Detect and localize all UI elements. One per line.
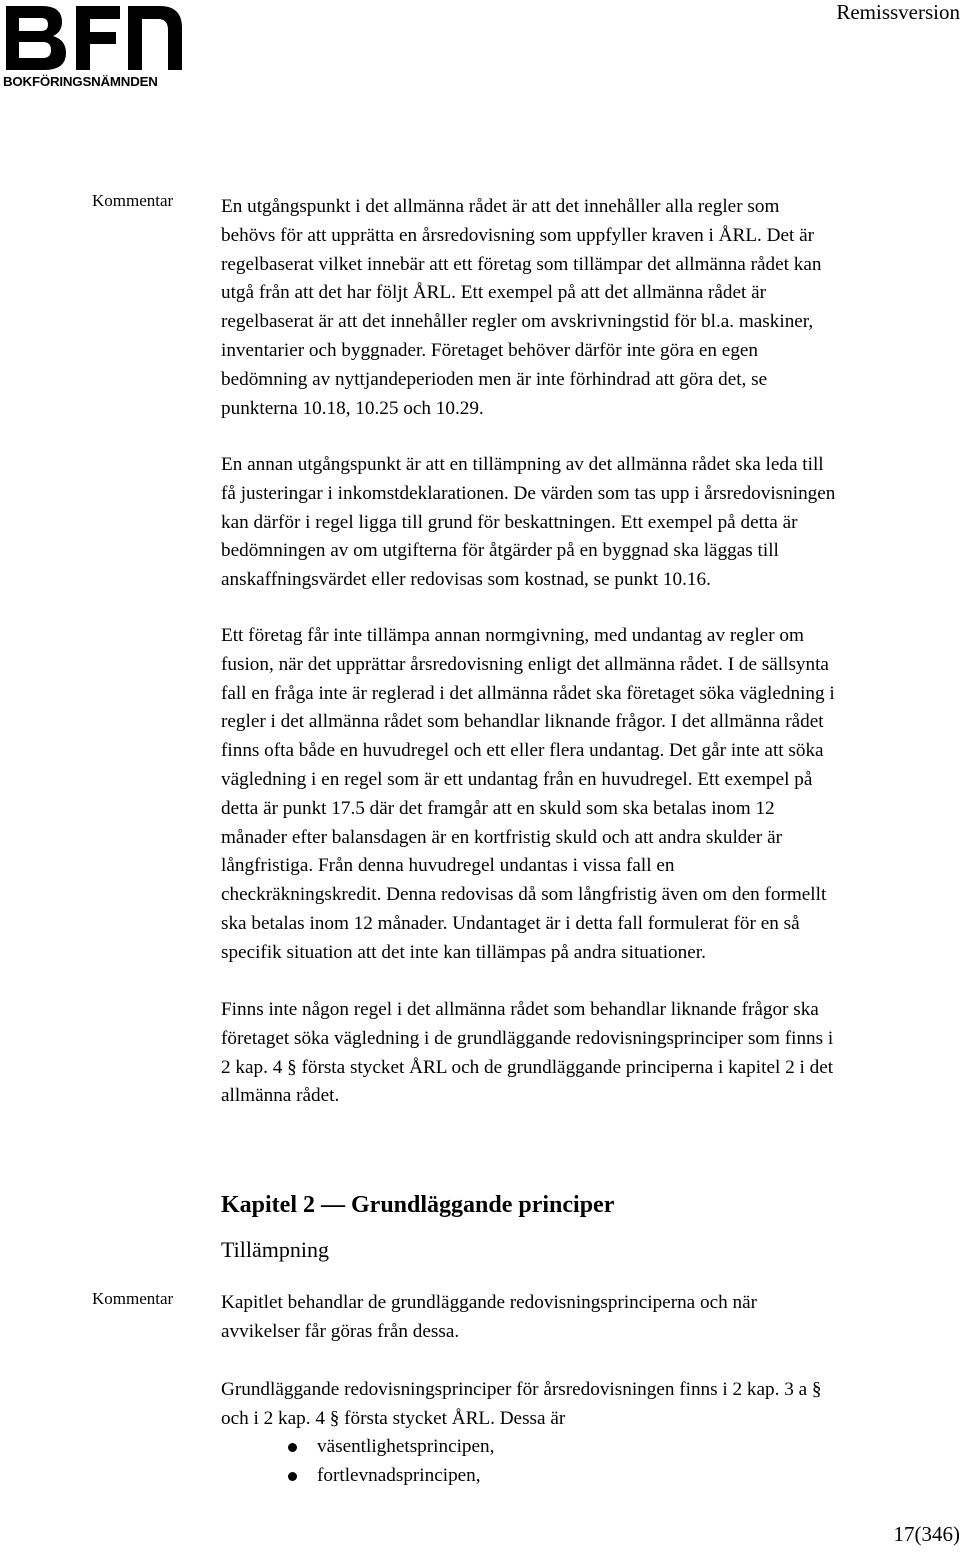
paragraph (221, 193, 960, 423)
chapter-title: Kapitel 2 — Grundläggande principer (221, 1192, 615, 1218)
paragraph (221, 1289, 960, 1347)
text-line: regelbaserat är att det innehåller regler om avskrivningstid för bl.a. maskiner, (221, 311, 814, 333)
bullet-icon (288, 1472, 297, 1481)
paragraph (221, 1376, 960, 1434)
principles-list (221, 1433, 494, 1491)
text-line: långfristiga. Från denna huvudregel undantas i vissa fall en (221, 855, 675, 877)
text-line: Kapitlet behandlar de grundläggande redovisningsprinciperna och när (221, 1292, 757, 1313)
text-line: finns ofta både en huvudregel och ett eller flera undantag. Det går inte att söka (221, 740, 824, 762)
margin-label-kommentar: Kommentar (92, 191, 174, 210)
text-line: vägledning i en regel som är ett undantag från en huvudregel. Ett exempel på (221, 768, 813, 790)
text-line: företaget söka vägledning i de grundläggande redovisningsprinciper som finns i (221, 1027, 834, 1049)
version-label: Remissversion (836, 0, 960, 24)
page-number: 17(346) (893, 1522, 960, 1546)
text-line: månader efter balansdagen är en kortfristig skuld och att andra skulder är (221, 826, 783, 848)
text-line: regelbaserat vilket innebär att ett företag som tillämpar det allmänna rådet kan (221, 253, 822, 275)
bullet-icon (288, 1443, 297, 1452)
text-line: bedömning av nyttjandeperioden men är inte förhindrad att göra det, se (221, 368, 768, 390)
text-line: bedömningen av om utgifterna för åtgärder på en byggnad ska läggas till (221, 540, 779, 562)
section-title: Tillämpning (221, 1237, 329, 1262)
text-line: specifik situation att det inte kan tillämpas på andra situationer. (221, 941, 706, 963)
logo-subtitle: BOKFÖRINGSNÄMNDEN (3, 74, 158, 89)
text-line: punkterna 10.18, 10.25 och 10.29. (221, 397, 484, 419)
text-line: fusion, när det upprättar årsredovisning enligt det allmänna rådet. I de sällsynta (221, 653, 829, 675)
text-line: Grundläggande redovisningsprinciper för årsredovisningen finns i 2 kap. 3 a § (221, 1379, 822, 1400)
text-line: regler i det allmänna rådet som behandlar liknande frågor. I det allmänna rådet (221, 711, 824, 733)
text-line: detta är punkt 17.5 där det framgår att en skuld som ska betalas inom 12 (221, 797, 775, 819)
text-line: inventarier och byggnader. Företaget behöver därför inte göra en egen (221, 339, 759, 361)
text-line: Finns inte någon regel i det allmänna rådet som behandlar liknande frågor ska (221, 999, 819, 1020)
list-item-text: väsentlighetsprincipen, (317, 1436, 495, 1457)
text-line: checkräkningskredit. Denna redovisas då som långfristig även om den formellt (221, 884, 827, 906)
text-line: 2 kap. 4 § första stycket ÅRL och de grundläggande principerna i kapitel 2 i det (221, 1056, 834, 1078)
text-line: kan därför i regel ligga till grund för beskattningen. Ett exempel på detta är (221, 511, 798, 533)
text-line: fall en fråga inte är reglerad i det allmänna rådet ska företaget söka vägledning i (221, 682, 835, 704)
paragraph (221, 622, 960, 968)
text-line: anskaffningsvärdet eller redovisas som kostnad, se punkt 10.16. (221, 569, 711, 591)
text-line: allmänna rådet. (221, 1085, 340, 1107)
text-line: En annan utgångspunkt är att en tillämpning av det allmänna rådet ska leda till (221, 454, 824, 475)
bfn-logo (0, 0, 190, 95)
text-line: utgå från att det har följt ÅRL. Ett exempel på att det allmänna rådet är (221, 282, 767, 304)
text-line: behövs för att upprätta en årsredovisning som uppfyller kraven i ÅRL. Det är (221, 224, 815, 246)
paragraph (221, 996, 960, 1111)
text-line: och i 2 kap. 4 § första stycket ÅRL. Dessa är (221, 1407, 566, 1429)
text-line: ska betalas inom 12 månader. Undantaget är i detta fall formulerat för en så (221, 912, 800, 934)
list-item-text: fortlevnadsprincipen, (317, 1464, 481, 1486)
text-line: avvikelser får göras från dessa. (221, 1320, 460, 1342)
list-item (221, 1433, 494, 1462)
margin-label-kommentar: Kommentar (92, 1289, 174, 1308)
paragraph (221, 451, 960, 595)
text-line: En utgångspunkt i det allmänna rådet är att det innehåller alla regler som (221, 196, 780, 217)
text-line: Ett företag får inte tillämpa annan normgivning, med undantag av regler om (221, 625, 804, 646)
list-item (221, 1462, 494, 1491)
text-line: få justeringar i inkomstdeklarationen. De värden som tas upp i årsredovisningen (221, 482, 836, 504)
